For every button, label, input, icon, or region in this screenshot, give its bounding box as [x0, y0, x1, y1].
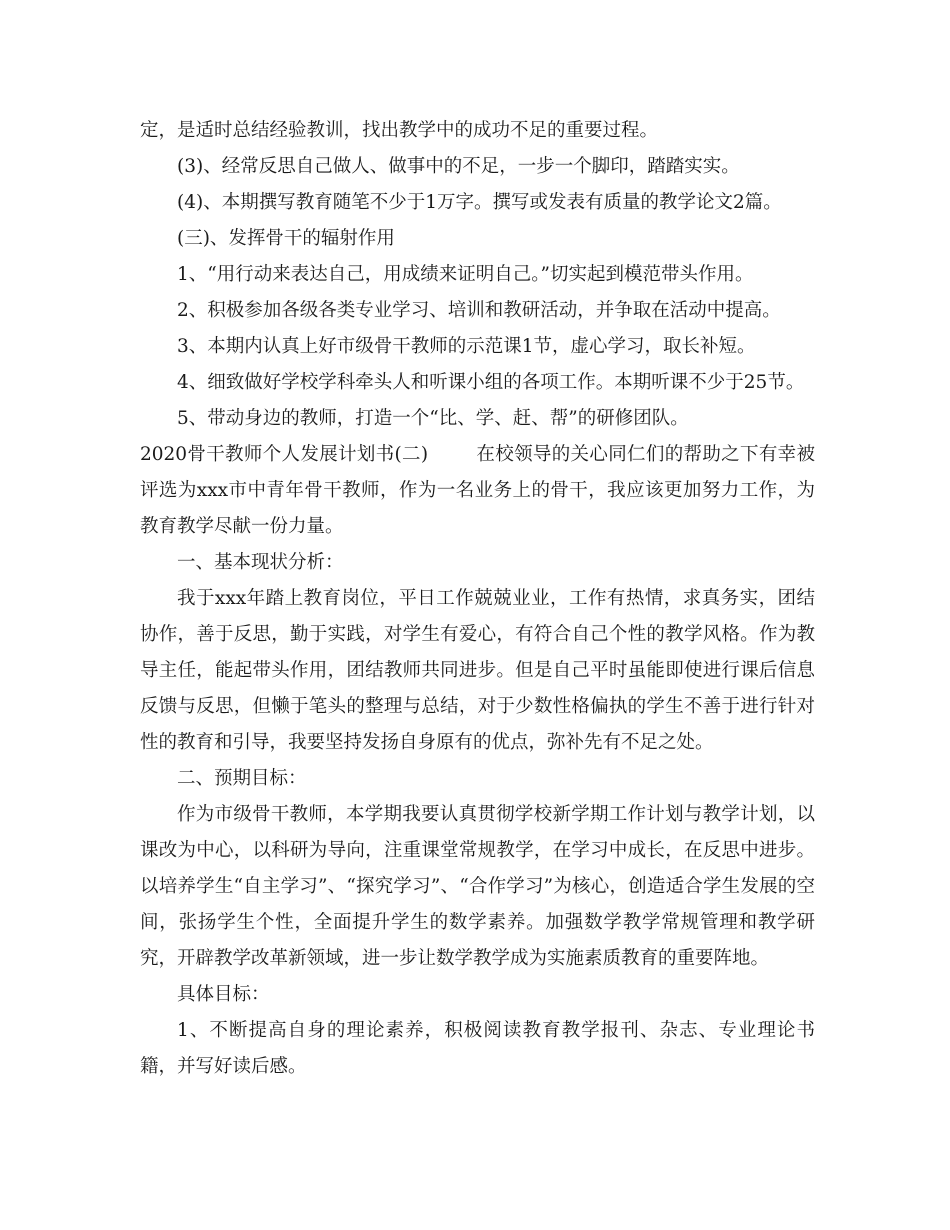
paragraph-point-4: 4、细致做好学校学科牵头人和听课小组的各项工作。本期听课不少于25节。 [177, 372, 805, 393]
document-body [140, 113, 815, 1085]
plan-title: 2020骨干教师个人发展计划书(二) [140, 444, 429, 465]
paragraph-continuation: 定，是适时总结经验教训，找出教学中的成功不足的重要过程。 [140, 120, 659, 141]
section-heading-goals: 二、预期目标： [177, 768, 307, 789]
section-heading-radiation: (三)、发挥骨干的辐射作用 [177, 228, 395, 249]
paragraph-point-1: 1、“用行动来表达自己，用成绩来证明自己。”切实起到模范带头作用。 [177, 264, 754, 285]
section-heading-status: 一、基本现状分析： [177, 552, 344, 573]
paragraph-item-4: (4)、本期撰写教育随笔不少于1万字。撰写或发表有质量的教学论文2篇。 [177, 192, 782, 213]
paragraph-status-analysis: 我于xxx年踏上教育岗位，平日工作兢兢业业，工作有热情，求真务实，团结协作，善于反思，勤于实践，对学生有爱心，有符合自己个性的教学风格。作为教导主任，能起带头作用，团结教师共同进步。但是自己平时虽能即使进行课后信息反馈与反思，但懒于笔头的整理与总结，对于少数性格偏执的学生不善于进行针对性的教育和引导，我要坚持发扬自身原有的优点，弥补先有不足之处。 [140, 588, 815, 753]
paragraph-specific-goal-1: 1、不断提高自身的理论素养，积极阅读教育教学报刊、杂志、专业理论书籍，并写好读后感。 [140, 1020, 815, 1077]
section-heading-specific-goals: 具体目标： [177, 984, 270, 1005]
paragraph-point-2: 2、积极参加各级各类专业学习、培训和教研活动，并争取在活动中提高。 [177, 300, 781, 321]
paragraph-point-5: 5、带动身边的教师，打造一个“比、学、赶、帮”的研修团队。 [177, 408, 689, 429]
plan-intro-text: 在校领导的关心同仁们的帮助之下有幸被评选为xxx市中青年骨干教师，作为一名业务上的骨干，我应该更加努力工作，为教育教学尽献一份力量。 [140, 444, 815, 537]
paragraph-point-3: 3、本期内认真上好市级骨干教师的示范课1节，虚心学习，取长补短。 [177, 336, 756, 357]
paragraph-goals: 作为市级骨干教师，本学期我要认真贯彻学校新学期工作计划与教学计划，以课改为中心，以科研为导向，注重课堂常规教学，在学习中成长，在反思中进步。以培养学生“自主学习”、“探究学习”、“合作学习”为核心，创造适合学生发展的空间，张扬学生个性，全面提升学生的数学素养。加强数学教学常规管理和教学研究，开辟教学改革新领域，进一步让数学教学成为实施素质教育的重要阵地。 [140, 804, 815, 969]
paragraph-item-3: (3)、经常反思自己做人、做事中的不足，一步一个脚印，踏踏实实。 [177, 156, 740, 177]
plan-intro-paragraph [140, 437, 815, 545]
